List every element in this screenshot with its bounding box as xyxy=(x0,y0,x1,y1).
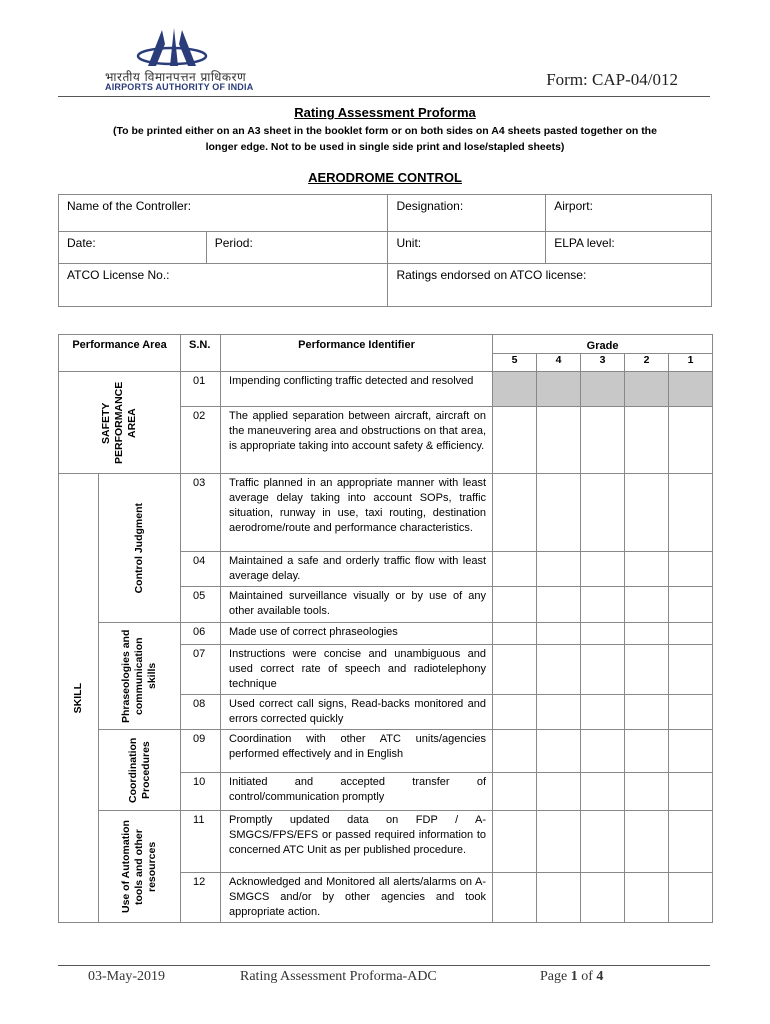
grade-cell[interactable] xyxy=(669,695,713,730)
footer-page-of: of xyxy=(577,969,597,984)
sn-cell: 04 xyxy=(181,552,221,587)
grade-cell[interactable] xyxy=(493,474,537,552)
grade-cell[interactable] xyxy=(493,811,537,873)
grade-cell[interactable] xyxy=(669,407,713,474)
grade-header-5: 5 xyxy=(493,354,537,372)
grade-cell[interactable] xyxy=(669,730,713,773)
grade-cell[interactable] xyxy=(493,873,537,923)
grade-cell[interactable] xyxy=(493,372,537,407)
grade-cell[interactable] xyxy=(669,645,713,695)
grade-cell[interactable] xyxy=(493,623,537,645)
grade-cell[interactable] xyxy=(493,552,537,587)
identifier-cell: Instructions were concise and unambiguous and used correct rate of speech and radiotelephony technique xyxy=(221,645,493,695)
grade-cell[interactable] xyxy=(625,623,669,645)
footer-page-prefix: Page xyxy=(540,969,571,984)
grade-cell[interactable] xyxy=(537,730,581,773)
grade-cell[interactable] xyxy=(669,587,713,623)
grade-cell[interactable] xyxy=(625,772,669,810)
grade-cell[interactable] xyxy=(581,372,625,407)
ratings-field[interactable]: Ratings endorsed on ATCO license: xyxy=(388,264,712,307)
grade-cell[interactable] xyxy=(537,695,581,730)
sub-area-phraseology-label: Phraseologies and communication skills xyxy=(120,629,158,723)
license-field[interactable]: ATCO License No.: xyxy=(59,264,388,307)
sn-cell: 01 xyxy=(181,372,221,407)
identifier-cell: Maintained surveillance visually or by use of any other available tools. xyxy=(221,587,493,623)
sn-cell: 12 xyxy=(181,873,221,923)
footer-divider xyxy=(58,965,710,966)
sn-cell: 08 xyxy=(181,695,221,730)
header-performance-identifier: Performance Identifier xyxy=(221,335,493,372)
grade-cell[interactable] xyxy=(669,474,713,552)
grade-cell[interactable] xyxy=(493,772,537,810)
org-name-english: AIRPORTS AUTHORITY OF INDIA xyxy=(105,82,254,92)
grade-cell[interactable] xyxy=(625,552,669,587)
area-skill xyxy=(59,474,99,923)
elpa-level-field[interactable]: ELPA level: xyxy=(546,232,712,264)
grade-cell[interactable] xyxy=(625,695,669,730)
grade-cell[interactable] xyxy=(537,873,581,923)
controller-name-field[interactable]: Name of the Controller: xyxy=(59,195,388,232)
sub-area-coordination xyxy=(99,730,181,811)
sub-area-coordination-label: Coordination Procedures xyxy=(126,737,152,803)
grade-cell[interactable] xyxy=(493,407,537,474)
grade-header-3: 3 xyxy=(581,354,625,372)
sub-area-phraseology xyxy=(99,623,181,730)
grade-cell[interactable] xyxy=(669,372,713,407)
footer-date: 03-May-2019 xyxy=(88,969,165,984)
sn-cell: 06 xyxy=(181,623,221,645)
section-title: AERODROME CONTROL xyxy=(308,170,462,185)
unit-field[interactable]: Unit: xyxy=(388,232,546,264)
identifier-cell: Promptly updated data on FDP / A-SMGCS/FPS/EFS or passed required information to concerned ATC Unit as per published procedure. xyxy=(221,811,493,873)
grade-cell[interactable] xyxy=(537,372,581,407)
grade-cell[interactable] xyxy=(625,587,669,623)
grade-cell[interactable] xyxy=(581,552,625,587)
grade-header-2: 2 xyxy=(625,354,669,372)
grade-cell[interactable] xyxy=(581,587,625,623)
grade-cell[interactable] xyxy=(669,623,713,645)
controller-info-table xyxy=(58,194,712,307)
grade-cell[interactable] xyxy=(537,772,581,810)
sn-cell: 09 xyxy=(181,730,221,773)
grade-cell[interactable] xyxy=(581,474,625,552)
grade-cell[interactable] xyxy=(537,587,581,623)
identifier-cell: Acknowledged and Monitored all alerts/alarms on A-SMGCS and/or by other agencies and took appropriate action. xyxy=(221,873,493,923)
designation-field[interactable]: Designation: xyxy=(388,195,546,232)
identifier-cell: Used correct call signs, Read-backs monitored and errors corrected quickly xyxy=(221,695,493,730)
grade-cell[interactable] xyxy=(625,407,669,474)
grade-cell[interactable] xyxy=(493,695,537,730)
identifier-cell: Impending conflicting traffic detected and resolved xyxy=(221,372,493,407)
grade-cell[interactable] xyxy=(581,730,625,773)
sub-area-control-label: Control Judgment xyxy=(133,502,145,594)
grade-cell[interactable] xyxy=(493,645,537,695)
grade-cell[interactable] xyxy=(493,587,537,623)
sub-area-automation xyxy=(99,811,181,923)
sn-cell: 10 xyxy=(181,772,221,810)
grade-cell[interactable] xyxy=(625,730,669,773)
footer-page-current: 1 xyxy=(570,969,578,984)
header-grade: Grade xyxy=(493,335,713,354)
sn-cell: 07 xyxy=(181,645,221,695)
grade-cell[interactable] xyxy=(537,623,581,645)
grade-cell[interactable] xyxy=(669,772,713,810)
grade-cell[interactable] xyxy=(625,474,669,552)
identifier-cell: Made use of correct phraseologies xyxy=(221,623,493,645)
grade-header-4: 4 xyxy=(537,354,581,372)
grade-cell[interactable] xyxy=(581,695,625,730)
header-sn: S.N. xyxy=(181,335,221,372)
grade-cell[interactable] xyxy=(669,552,713,587)
grade-cell[interactable] xyxy=(625,372,669,407)
grade-cell[interactable] xyxy=(537,552,581,587)
grade-cell[interactable] xyxy=(669,873,713,923)
sn-cell: 05 xyxy=(181,587,221,623)
print-instructions: (To be printed either on an A3 sheet in the booklet form or on both sides on A4 sheets pasted together on the longer edge. Not to be used in single side print and lose/stapled sheets) xyxy=(113,125,657,153)
identifier-cell: Maintained a safe and orderly traffic flow with least average delay. xyxy=(221,552,493,587)
grade-cell[interactable] xyxy=(537,407,581,474)
area-skill-label: SKILL xyxy=(72,682,84,714)
airport-field[interactable]: Airport: xyxy=(546,195,712,232)
sn-cell: 02 xyxy=(181,407,221,474)
grade-cell[interactable] xyxy=(581,645,625,695)
period-field[interactable]: Period: xyxy=(206,232,388,264)
area-safety xyxy=(59,372,181,474)
grade-cell[interactable] xyxy=(581,811,625,873)
identifier-cell: Coordination with other ATC units/agencies performed effectively and in English xyxy=(221,730,493,773)
date-field[interactable]: Date: xyxy=(59,232,207,264)
grade-cell[interactable] xyxy=(537,811,581,873)
identifier-cell: Initiated and accepted transfer of control/communication promptly xyxy=(221,772,493,810)
grade-cell[interactable] xyxy=(625,811,669,873)
grade-cell[interactable] xyxy=(493,730,537,773)
form-number: Form: CAP-04/012 xyxy=(546,70,678,89)
grade-header-1: 1 xyxy=(669,354,713,372)
org-name-hindi: भारतीय विमानपत्तन प्राधिकरण xyxy=(105,70,247,84)
footer-page-total: 4 xyxy=(596,969,604,984)
page-title: Rating Assessment Proforma xyxy=(294,105,476,120)
sub-area-automation-label: Use of Automation tools and other resources xyxy=(120,820,158,913)
sub-area-control-judgment xyxy=(99,474,181,623)
grade-cell[interactable] xyxy=(625,645,669,695)
area-safety-label: SAFETY PERFORMANCE AREA xyxy=(100,381,138,464)
grade-cell[interactable] xyxy=(537,645,581,695)
identifier-cell: Traffic planned in an appropriate manner with least average delay taking into account SOPs, traffic situation, runway in use, taxi routing, destination aerodrome/route and performance characteristics. xyxy=(221,474,493,552)
header-performance-area: Performance Area xyxy=(59,335,181,372)
grade-cell[interactable] xyxy=(581,772,625,810)
grade-cell[interactable] xyxy=(537,474,581,552)
sn-cell: 11 xyxy=(181,811,221,873)
identifier-cell: The applied separation between aircraft, aircraft on the maneuvering area and obstructions on that area, is appropriate taking into account safety & efficiency. xyxy=(221,407,493,474)
footer-document-name: Rating Assessment Proforma-ADC xyxy=(240,969,437,984)
grade-cell[interactable] xyxy=(581,873,625,923)
assessment-table xyxy=(58,334,713,923)
grade-cell[interactable] xyxy=(669,811,713,873)
grade-cell[interactable] xyxy=(625,873,669,923)
footer-page-number xyxy=(540,969,603,985)
grade-cell[interactable] xyxy=(581,623,625,645)
header-divider xyxy=(58,96,710,97)
sn-cell: 03 xyxy=(181,474,221,552)
grade-cell[interactable] xyxy=(581,407,625,474)
